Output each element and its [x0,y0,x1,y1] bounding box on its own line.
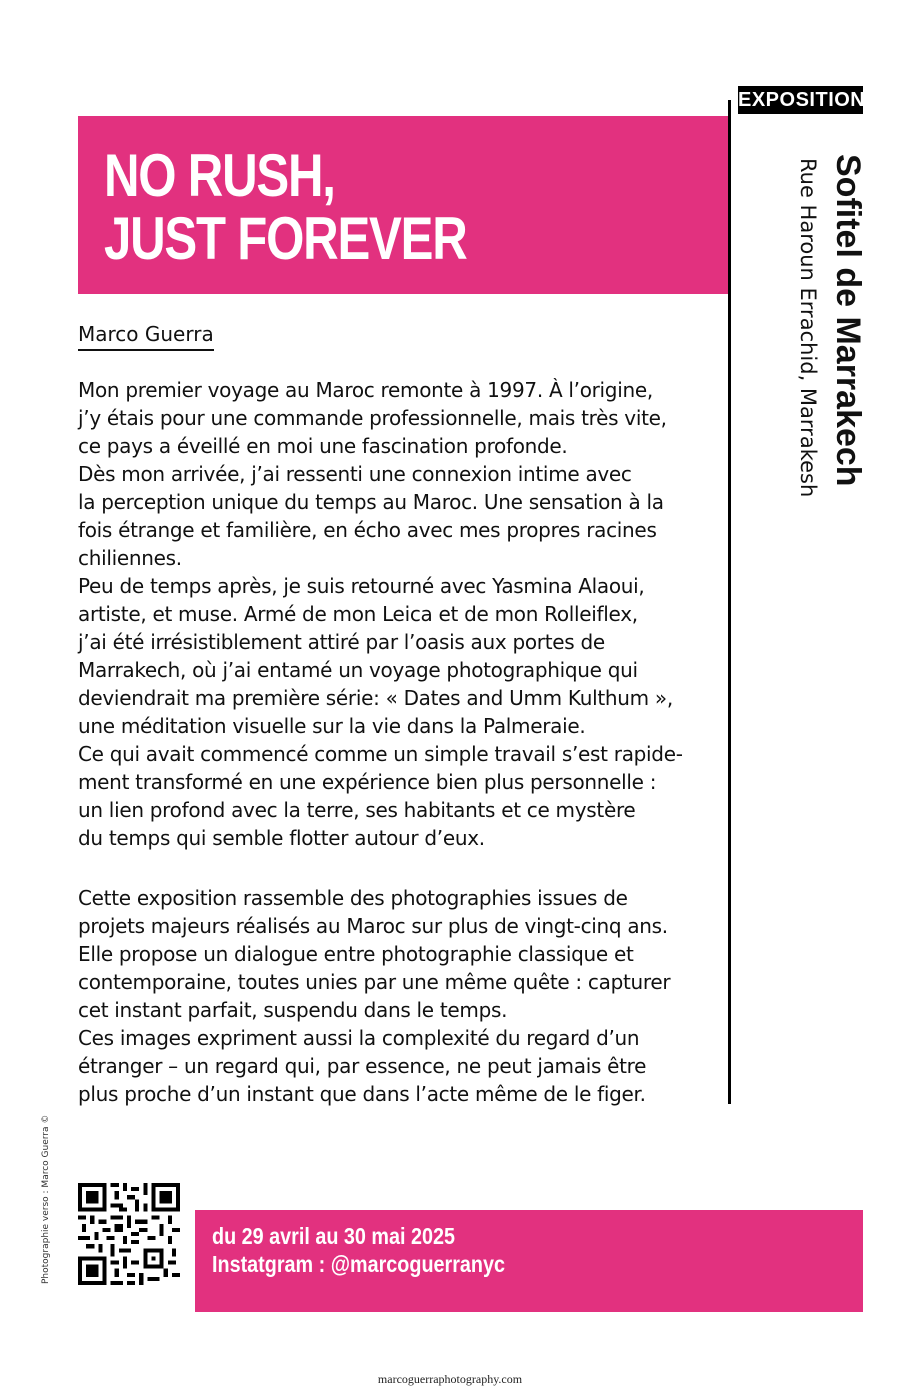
photo-credit: Photographie verso : Marco Guerra © [41,1114,51,1284]
footer-banner [195,1210,863,1312]
text-line: j’ai été irrésistiblement attiré par l’oasis aux portes de [78,630,605,654]
text-line: ce pays a éveillé en moi une fascination profonde. [78,434,568,458]
text-line: cet instant parfait, suspendu dans le temps. [78,998,508,1022]
title-line-1: NO RUSH, [104,142,335,209]
text-line: j’y étais pour une commande professionnelle, mais très vite, [78,406,667,430]
text-line: une méditation visuelle sur la vie dans la Palmeraie. [78,714,586,738]
text-line: Cette exposition rassemble des photographies issues de [78,886,628,910]
text-line: un lien profond avec la terre, ses habitants et ce mystère [78,798,636,822]
text-line: Peu de temps après, je suis retourné avec Yasmina Alaoui, [78,574,645,598]
title-banner [78,116,728,294]
text-line: Mon premier voyage au Maroc remonte à 1997. À l’origine, [78,378,653,402]
text-line: Ce qui avait commencé comme un simple travail s’est rapide- [78,742,683,766]
exhibition-dates: du 29 avril au 30 mai 2025 [212,1223,456,1249]
text-line: projets majeurs réalisés au Maroc sur plus de vingt-cinq ans. [78,914,668,938]
exposition-tag: EXPOSITION [738,86,863,114]
qr-code-icon[interactable] [78,1183,180,1285]
paragraph-1 [78,376,723,852]
venue-name: Sofitel de Marrakech [829,154,867,487]
text-line: ment transformé en une expérience bien plus personnelle : [78,770,657,794]
text-line: Dès mon arrivée, j’ai ressenti une connexion intime avec [78,462,632,486]
text-line: contemporaine, toutes unies par une même quête : capturer [78,970,671,994]
author-name: Marco Guerra [78,320,214,351]
text-line: Ces images expriment aussi la complexité du regard d’un [78,1026,640,1050]
text-line: du temps qui semble flotter autour d’eux. [78,826,485,850]
title-line-2: JUST FOREVER [104,205,467,272]
text-line: étranger – un regard qui, par essence, ne peut jamais être [78,1054,647,1078]
website-link[interactable]: marcoguerraphotography.com [377,1372,523,1386]
text-line: Elle propose un dialogue entre photographie classique et [78,942,634,966]
text-line: artiste, et muse. Armé de mon Leica et de mon Rolleiflex, [78,602,638,626]
text-line: plus proche d’un instant que dans l’acte même de le figer. [78,1082,646,1106]
venue-address: Rue Haroun Errachid, Marrakesh [796,158,820,498]
paragraph-2 [78,884,723,1108]
instagram-handle[interactable]: Instatgram : @marcoguerranyc [212,1251,506,1277]
text-line: fois étrange et familière, en écho avec mes propres racines [78,518,657,542]
vertical-divider [728,100,731,1104]
text-line: Marrakech, où j’ai entamé un voyage photographique qui [78,658,638,682]
text-line: chiliennes. [78,546,182,570]
text-line: deviendrait ma première série: « Dates and Umm Kulthum », [78,686,673,710]
text-line: la perception unique du temps au Maroc. Une sensation à la [78,490,664,514]
